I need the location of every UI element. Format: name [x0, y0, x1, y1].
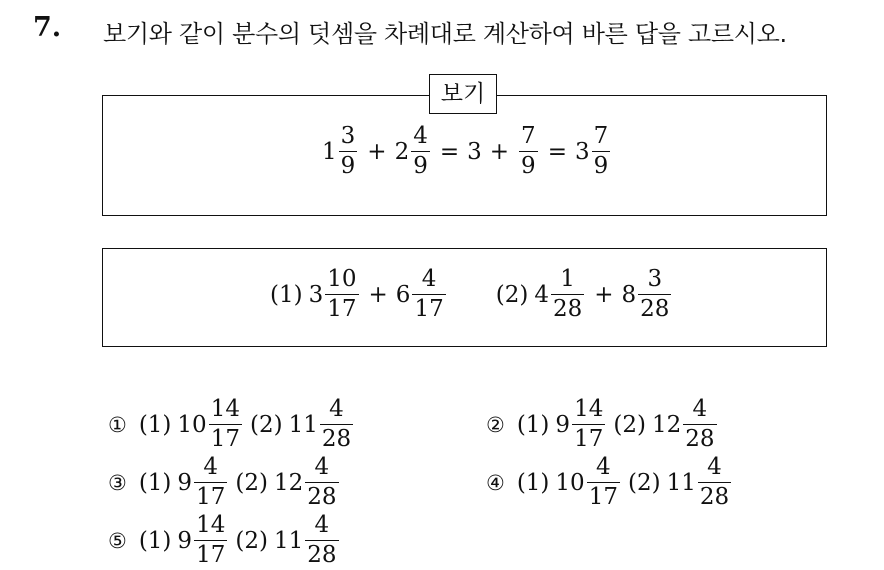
fraction [320, 398, 353, 451]
whole-number: 12 [273, 469, 304, 496]
whole-number: 12 [651, 411, 682, 438]
fraction [339, 125, 358, 178]
plus-sign: + [489, 138, 510, 165]
whole-number: 2 [394, 138, 410, 165]
denominator: 9 [340, 153, 356, 179]
denominator: 17 [588, 484, 618, 510]
numerator: 14 [210, 396, 240, 422]
denominator: 17 [327, 296, 357, 322]
fraction [412, 268, 445, 321]
denominator: 28 [321, 426, 352, 452]
fraction [698, 456, 731, 509]
denominator: 9 [593, 153, 609, 179]
choice-label: (1) [516, 469, 550, 496]
fraction [194, 456, 227, 509]
whole-number: 9 [555, 411, 571, 438]
choice-label: (1) [516, 411, 550, 438]
whole-number: 10 [177, 411, 207, 438]
choice-label: (2) [235, 469, 268, 496]
choice-marker: ③ [108, 470, 127, 495]
fraction [551, 268, 584, 321]
numerator: 4 [413, 123, 428, 149]
numerator: 14 [196, 512, 226, 538]
choice-5[interactable] [108, 514, 341, 567]
whole-number: 3 [467, 138, 482, 165]
choice-label: (2) [627, 469, 661, 496]
choice-marker: ④ [486, 470, 505, 495]
whole-number: 11 [666, 469, 696, 496]
problem-label: (2) [495, 281, 529, 308]
choice-2[interactable] [486, 398, 719, 451]
example-tag: 보기 [429, 74, 497, 114]
equals-sign: = [439, 138, 460, 165]
numerator: 4 [314, 512, 330, 538]
denominator: 28 [307, 542, 337, 568]
denominator: 17 [414, 296, 444, 322]
choice-3[interactable] [108, 456, 341, 509]
whole-number: 11 [273, 527, 304, 554]
numerator: 4 [596, 454, 611, 480]
choice-label: (2) [249, 411, 283, 438]
fraction [587, 456, 620, 509]
denominator: 28 [552, 296, 583, 322]
denominator: 28 [640, 296, 670, 322]
numerator: 3 [340, 123, 356, 149]
question-text: 보기와 같이 분수의 덧셈을 차례대로 계산하여 바른 답을 고르시오. [103, 20, 787, 48]
whole-number: 3 [308, 281, 324, 308]
numerator: 3 [647, 266, 663, 292]
choice-marker: ② [486, 412, 505, 437]
numerator: 7 [521, 123, 536, 149]
numerator: 4 [707, 454, 722, 480]
choice-4[interactable] [486, 456, 733, 509]
choice-label: (1) [138, 411, 172, 438]
denominator: 17 [210, 426, 240, 452]
equals-sign: = [547, 138, 567, 165]
choice-1[interactable] [108, 398, 355, 451]
numerator: 7 [593, 123, 609, 149]
numerator: 10 [327, 266, 357, 292]
numerator: 4 [203, 454, 219, 480]
problem-label: (1) [270, 281, 303, 308]
denominator: 17 [196, 542, 226, 568]
denominator: 9 [413, 153, 428, 179]
choice-label: (2) [613, 411, 646, 438]
numerator: 1 [560, 266, 575, 292]
whole-number: 9 [177, 527, 193, 554]
plus-sign: + [368, 281, 388, 308]
fraction [305, 514, 338, 567]
numerator: 4 [692, 396, 708, 422]
denominator: 28 [699, 484, 730, 510]
fraction [683, 398, 716, 451]
fraction [592, 125, 611, 178]
choice-label: (1) [138, 527, 172, 554]
whole-number: 1 [322, 138, 337, 165]
whole-number: 10 [555, 469, 585, 496]
choice-label: (2) [235, 527, 268, 554]
denominator: 17 [574, 426, 604, 452]
whole-number: 11 [288, 411, 318, 438]
plus-sign: + [367, 138, 387, 165]
denominator: 17 [196, 484, 226, 510]
denominator: 9 [521, 153, 536, 179]
fraction [638, 268, 671, 321]
whole-number: 8 [621, 281, 637, 308]
choice-marker: ⑤ [108, 528, 127, 553]
whole-number: 6 [395, 281, 411, 308]
whole-number: 9 [177, 469, 193, 496]
fraction [194, 514, 227, 567]
plus-sign: + [594, 281, 614, 308]
denominator: 28 [685, 426, 715, 452]
whole-number: 4 [534, 281, 549, 308]
problem-expressions [270, 268, 673, 321]
numerator: 4 [421, 266, 437, 292]
fraction [325, 268, 358, 321]
example-expression [322, 125, 612, 178]
choice-marker: ① [108, 412, 127, 437]
choice-label: (1) [138, 469, 172, 496]
fraction [305, 456, 338, 509]
fraction [411, 125, 430, 178]
fraction [209, 398, 242, 451]
fraction [572, 398, 605, 451]
fraction [519, 125, 538, 178]
numerator: 4 [329, 396, 344, 422]
numerator: 4 [314, 454, 330, 480]
denominator: 28 [307, 484, 337, 510]
numerator: 14 [574, 396, 604, 422]
whole-number: 3 [574, 138, 590, 165]
question-number: 7. [33, 12, 62, 43]
